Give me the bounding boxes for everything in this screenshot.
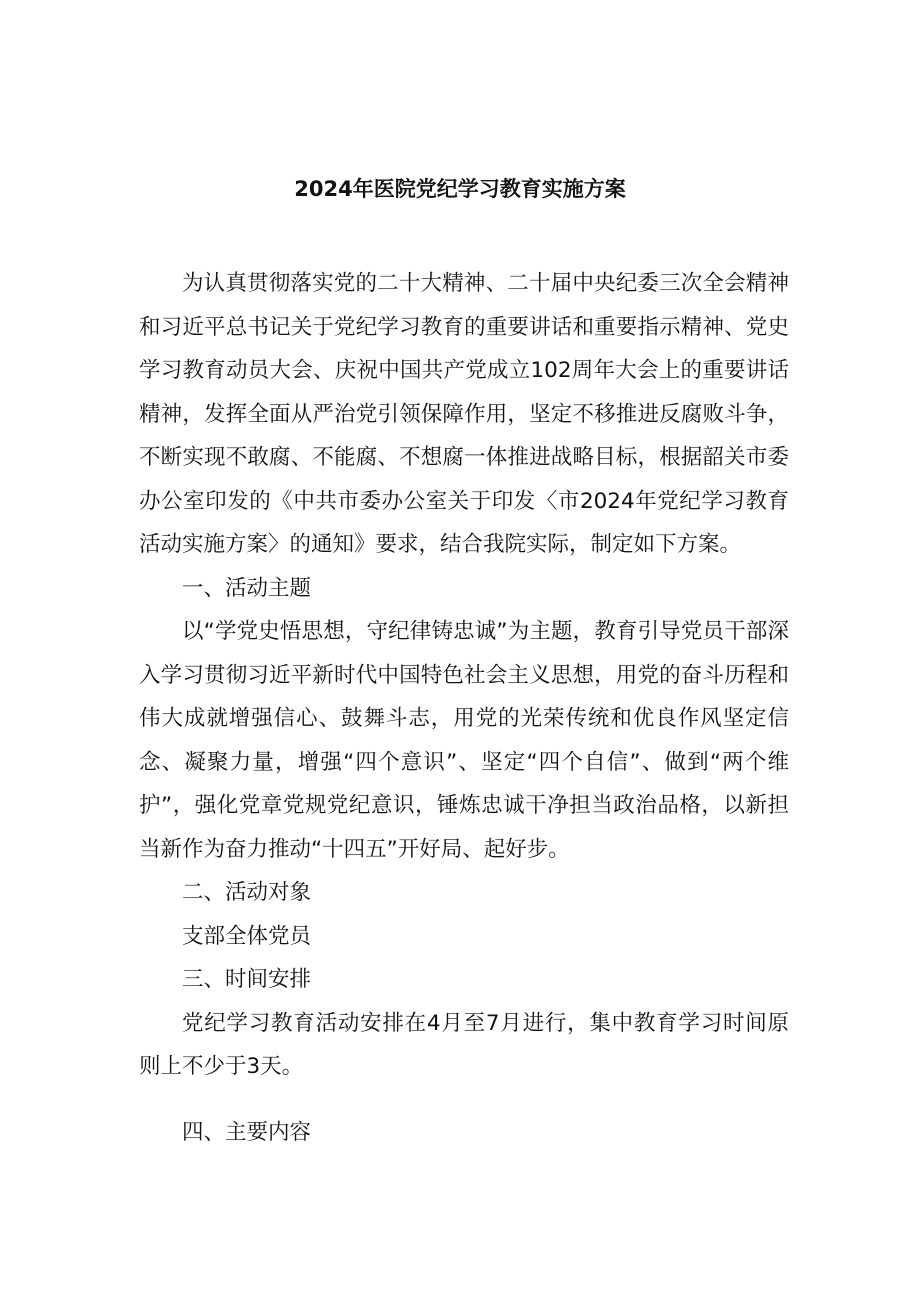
section-text-theme: 以“学党史悟思想，守纪律铸忠诚”为主题，教育引导党员干部深入学习贯彻习近平新时代中国特色社会主义思想，用党的奋斗历程和伟大成就增强信心、鼓舞斗志，用党的光荣传统和优良作风坚定信念、凝聚力量，增强“四个意识”、坚定“四个自信”、做到“两个维护”，强化党章党规党纪意识，锤炼忠诚干净担当政治品格，以新担当新作为奋力推动“十四五”开好局、起好步。 [139,619,789,862]
intro-paragraph: 为认真贯彻落实党的二十大精神、二十届中央纪委三次全会精神和习近平总书记关于党纪学习教育的重要讲话和重要指示精神、党史学习教育动员大会、庆祝中国共产党成立102周年大会上的重要讲话精神，发挥全面从严治党引领保障作用，坚定不移推进反腐败斗争，不断实现不敢腐、不能腐、不想腐一体推进战略目标，根据韶关市委办公室印发的《中共市委办公室关于印发〈市2024年党纪学习教育活动实施方案〉的通知》要求，结合我院实际，制定如下方案。 [139,271,789,557]
section-text-target: 支部全体党员 [182,923,312,949]
section-heading-target: 二、活动对象 [182,880,312,905]
document-body [139,262,789,1154]
document-title: 2024年医院党纪学习教育实施方案 [294,177,626,201]
section-text-schedule: 党纪学习教育活动安排在4月至7月进行，集中教育学习时间原则上不少于3天。 [139,1010,789,1079]
section-heading-schedule: 三、时间安排 [182,967,312,992]
section-heading-content: 四、主要内容 [182,1119,312,1145]
spacer [139,1089,789,1111]
section-heading-theme: 一、活动主题 [182,575,312,601]
